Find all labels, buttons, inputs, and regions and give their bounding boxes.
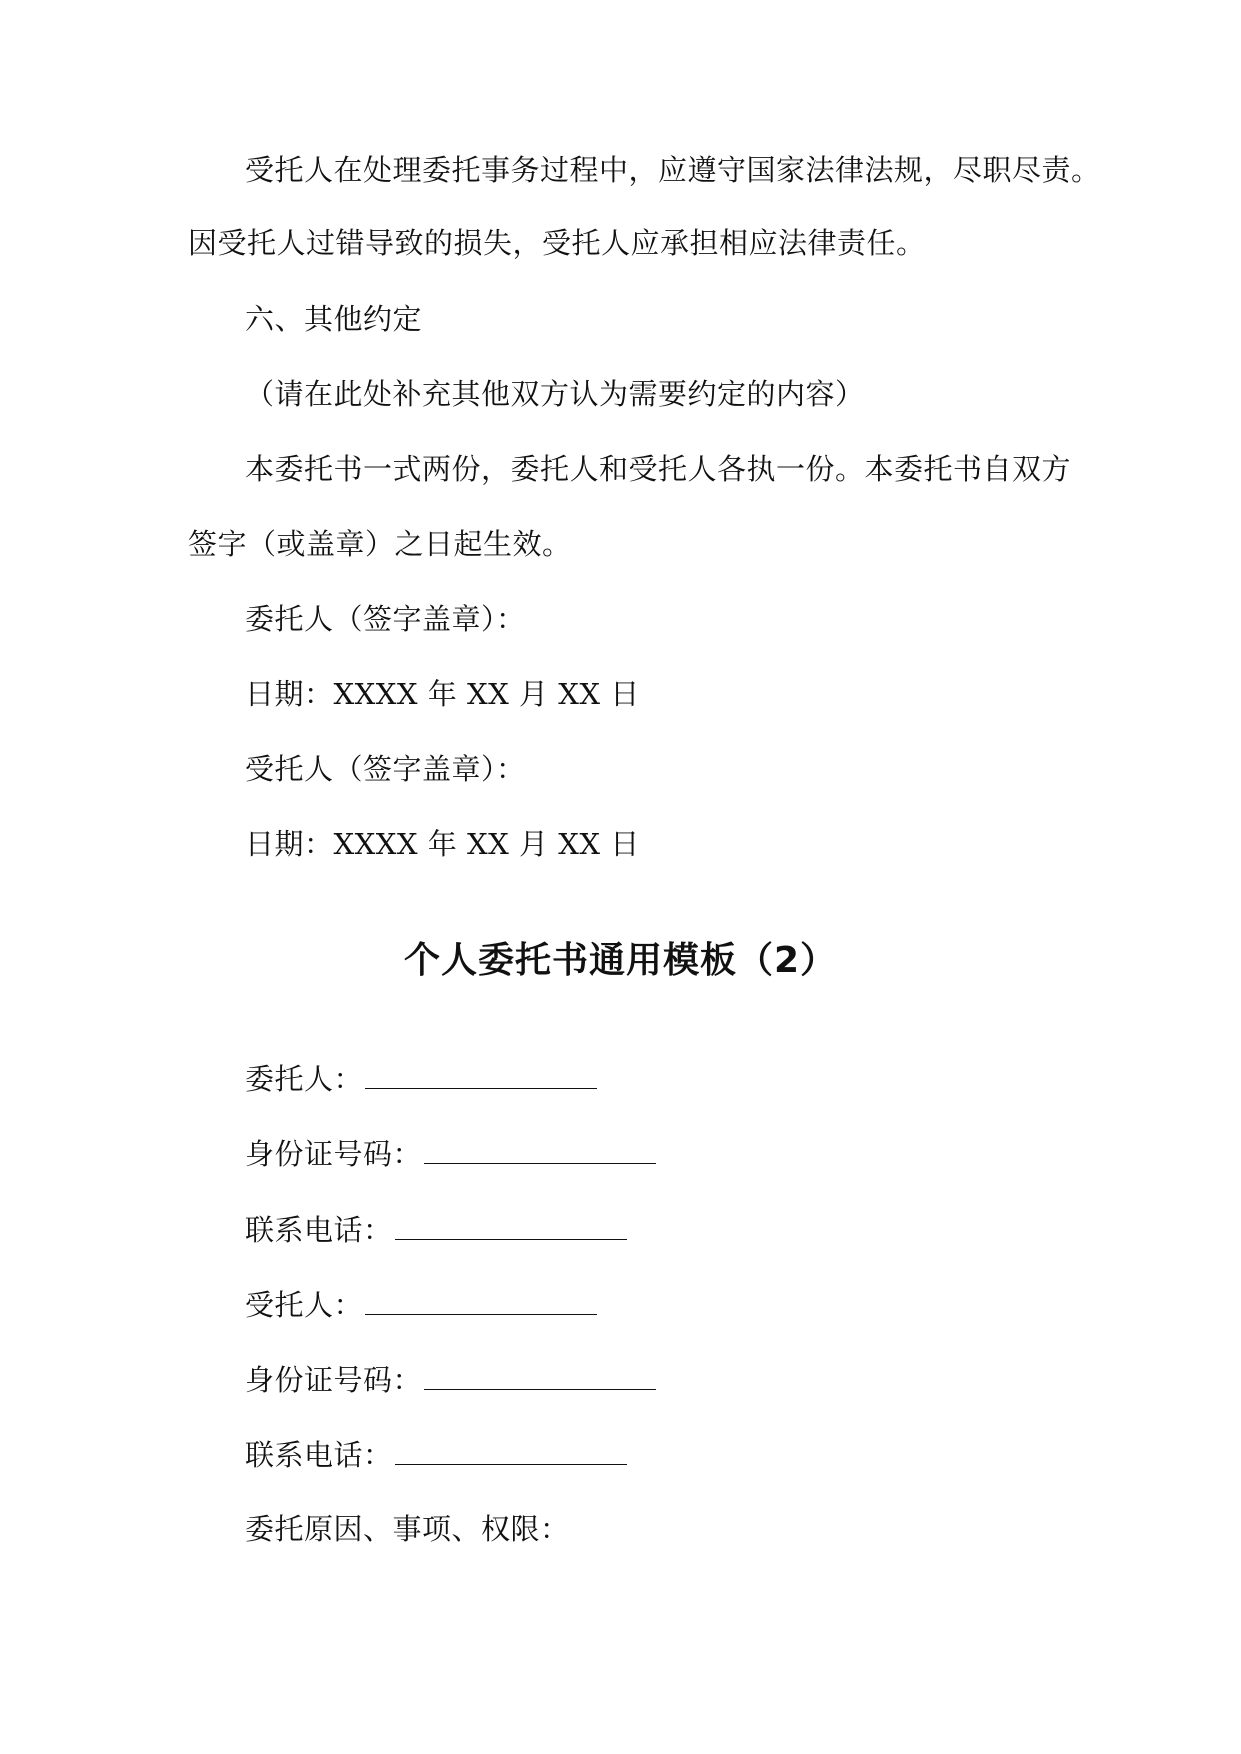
field-agent-id (245, 1359, 656, 1400)
blank-line[interactable] (365, 1284, 597, 1315)
blank-line[interactable] (395, 1209, 627, 1240)
paragraph-duty-line2: 因受托人过错导致的损失，受托人应承担相应法律责任。 (188, 226, 926, 260)
field-client-id (245, 1133, 656, 1174)
field-label: 联系电话： (245, 1438, 393, 1472)
blank-line[interactable] (365, 1058, 597, 1089)
template-title: 个人委托书通用模板（2） (403, 940, 838, 981)
paragraph-copies-line1: 本委托书一式两份，委托人和受托人各执一份。本委托书自双方 (245, 452, 1072, 486)
field-label: 身份证号码： (245, 1137, 423, 1171)
blank-line[interactable] (424, 1359, 656, 1390)
field-agent-phone (245, 1434, 627, 1475)
field-label: 身份证号码： (245, 1363, 423, 1397)
date-client: 日期：XXXX 年 XX 月 XX 日 (245, 677, 640, 711)
field-client-phone (245, 1209, 627, 1250)
blank-line[interactable] (395, 1434, 627, 1465)
signature-client-label: 委托人（签字盖章）： (245, 602, 526, 636)
field-label: 委托人： (245, 1062, 364, 1096)
note-supplement: （请在此处补充其他双方认为需要约定的内容） (245, 377, 865, 411)
reason-label: 委托原因、事项、权限： (245, 1512, 570, 1546)
field-label: 联系电话： (245, 1213, 393, 1247)
blank-line[interactable] (424, 1133, 656, 1164)
field-agent (245, 1284, 597, 1325)
paragraph-duty-line1: 受托人在处理委托事务过程中，应遵守国家法律法规，尽职尽责。 (245, 153, 1101, 187)
date-agent: 日期：XXXX 年 XX 月 XX 日 (245, 827, 640, 861)
paragraph-copies-line2: 签字（或盖章）之日起生效。 (188, 527, 572, 561)
heading-other-agreements: 六、其他约定 (245, 302, 423, 336)
field-client (245, 1058, 597, 1099)
field-label: 受托人： (245, 1288, 364, 1322)
signature-agent-label: 受托人（签字盖章）： (245, 752, 526, 786)
